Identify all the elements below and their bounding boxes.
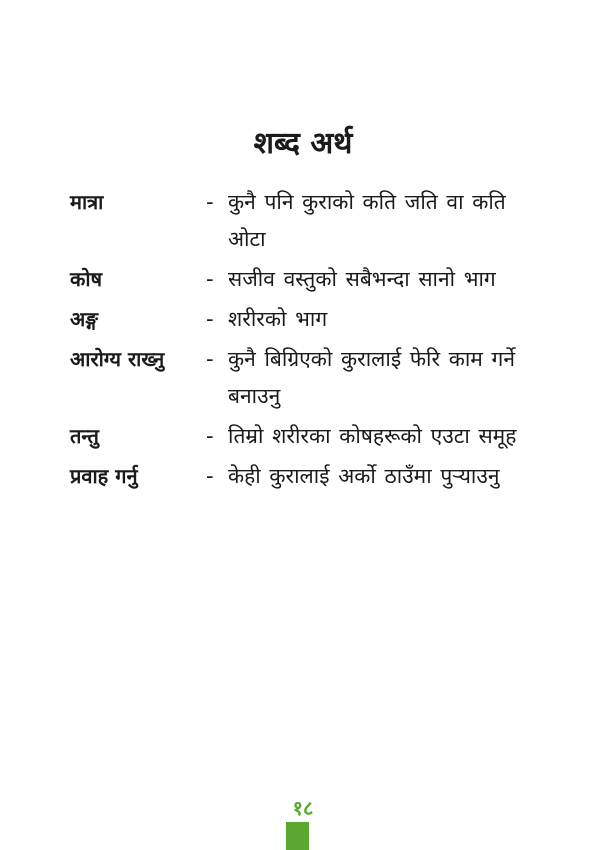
glossary-entry <box>70 261 540 298</box>
glossary-entry <box>70 301 540 338</box>
page-tab-marker <box>286 822 309 850</box>
glossary-dash: - <box>206 464 214 488</box>
glossary-entry <box>70 458 540 495</box>
glossary-entry <box>70 184 540 258</box>
page-number: १८ <box>292 796 314 820</box>
glossary-definition: कुनै बिग्रिएको कुरालाई फेरि काम गर्ने बनाउनु <box>228 347 516 408</box>
glossary-dash: - <box>206 347 214 371</box>
glossary-term: आरोग्य राख्नु <box>70 347 165 371</box>
page-title: शब्द अर्थ <box>253 126 353 161</box>
glossary-definition: तिम्रो शरीरका कोषहरूको एउटा समूह <box>228 424 517 448</box>
glossary-term: मात्रा <box>70 190 104 214</box>
glossary-definition: सजीव वस्तुको सबैभन्दा सानो भाग <box>228 267 496 291</box>
glossary-term: प्रवाह गर्नु <box>70 464 138 488</box>
glossary-definition: शरीरको भाग <box>228 307 328 331</box>
glossary-dash: - <box>206 424 214 448</box>
glossary-entry <box>70 418 540 455</box>
glossary-dash: - <box>206 190 214 214</box>
glossary-definition: केही कुरालाई अर्को ठाउँमा पुऱ्याउनु <box>228 464 500 488</box>
glossary-term: अङ्ग <box>70 307 98 331</box>
glossary-dash: - <box>206 307 214 331</box>
glossary-list <box>70 184 540 498</box>
glossary-term: कोष <box>70 267 103 291</box>
glossary-entry <box>70 341 540 415</box>
glossary-term: तन्तु <box>70 424 99 448</box>
glossary-dash: - <box>206 267 214 291</box>
glossary-definition: कुनै पनि कुराको कति जति वा कति ओटा <box>228 190 506 251</box>
